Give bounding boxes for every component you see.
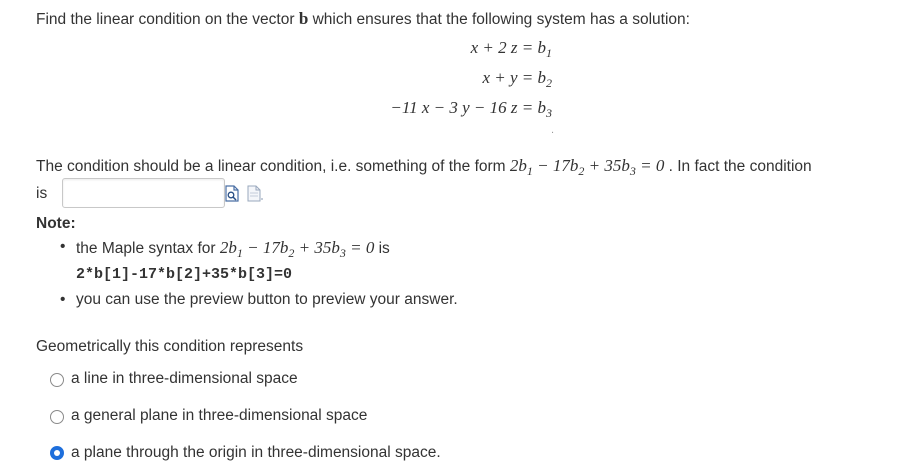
- condition-math: $2b_1 - 17b_2 + 35b_3 = 0$: [509, 156, 665, 178]
- equation-3: −11 x − 3 y − 16 $z = b_3$: [390, 98, 552, 120]
- list-item: • you can use the preview button to preview your answer.: [60, 291, 458, 308]
- radio-plane-origin[interactable]: [50, 446, 64, 460]
- maple-code: 2*b[1]-17*b[2]+35*b[3]=0: [76, 266, 293, 283]
- vector-symbol: b: [298, 9, 309, 28]
- note-heading: Note:: [36, 215, 76, 232]
- radio-general-plane[interactable]: [50, 410, 64, 424]
- question-prompt: Geometrically this condition represents: [36, 338, 304, 355]
- answer-input[interactable]: [62, 178, 225, 208]
- notes-list: [60, 238, 458, 309]
- preview-icon[interactable]: [225, 185, 239, 207]
- trailing-dot: .: [551, 124, 555, 136]
- equation-1: x + 2 $z = b_1$: [470, 38, 552, 60]
- option-line-label[interactable]: a line in three-dimensional space: [71, 370, 298, 387]
- is-label: is: [36, 185, 48, 202]
- option-general-plane-label[interactable]: a general plane in three-dimensional space: [71, 407, 368, 424]
- maple-math: $2b_1 - 17b_2 + 35b_3 = 0$: [219, 238, 375, 260]
- condition-text: The condition should be a linear condition, i.e. something of the form $2b_1 - 17b_2 + 35b_3 = 0$ . In fact the condition: [36, 156, 812, 178]
- radio-line[interactable]: [50, 373, 64, 387]
- document-icon[interactable]: [247, 185, 263, 207]
- option-plane-origin-label[interactable]: a plane through the origin in three-dimensional space.: [71, 444, 441, 461]
- bullet: •: [60, 238, 66, 255]
- equation-2: $x + y = b_2$: [482, 68, 552, 90]
- bullet: •: [60, 291, 66, 308]
- list-item: • the Maple syntax for $2b_1 - 17b_2 + 35b_3 = 0$ is 2*b[1]-17*b[2]+35*b[3]=0: [60, 238, 458, 291]
- problem-intro: Find the linear condition on the vector b which ensures that the following system has a solution:: [36, 9, 690, 28]
